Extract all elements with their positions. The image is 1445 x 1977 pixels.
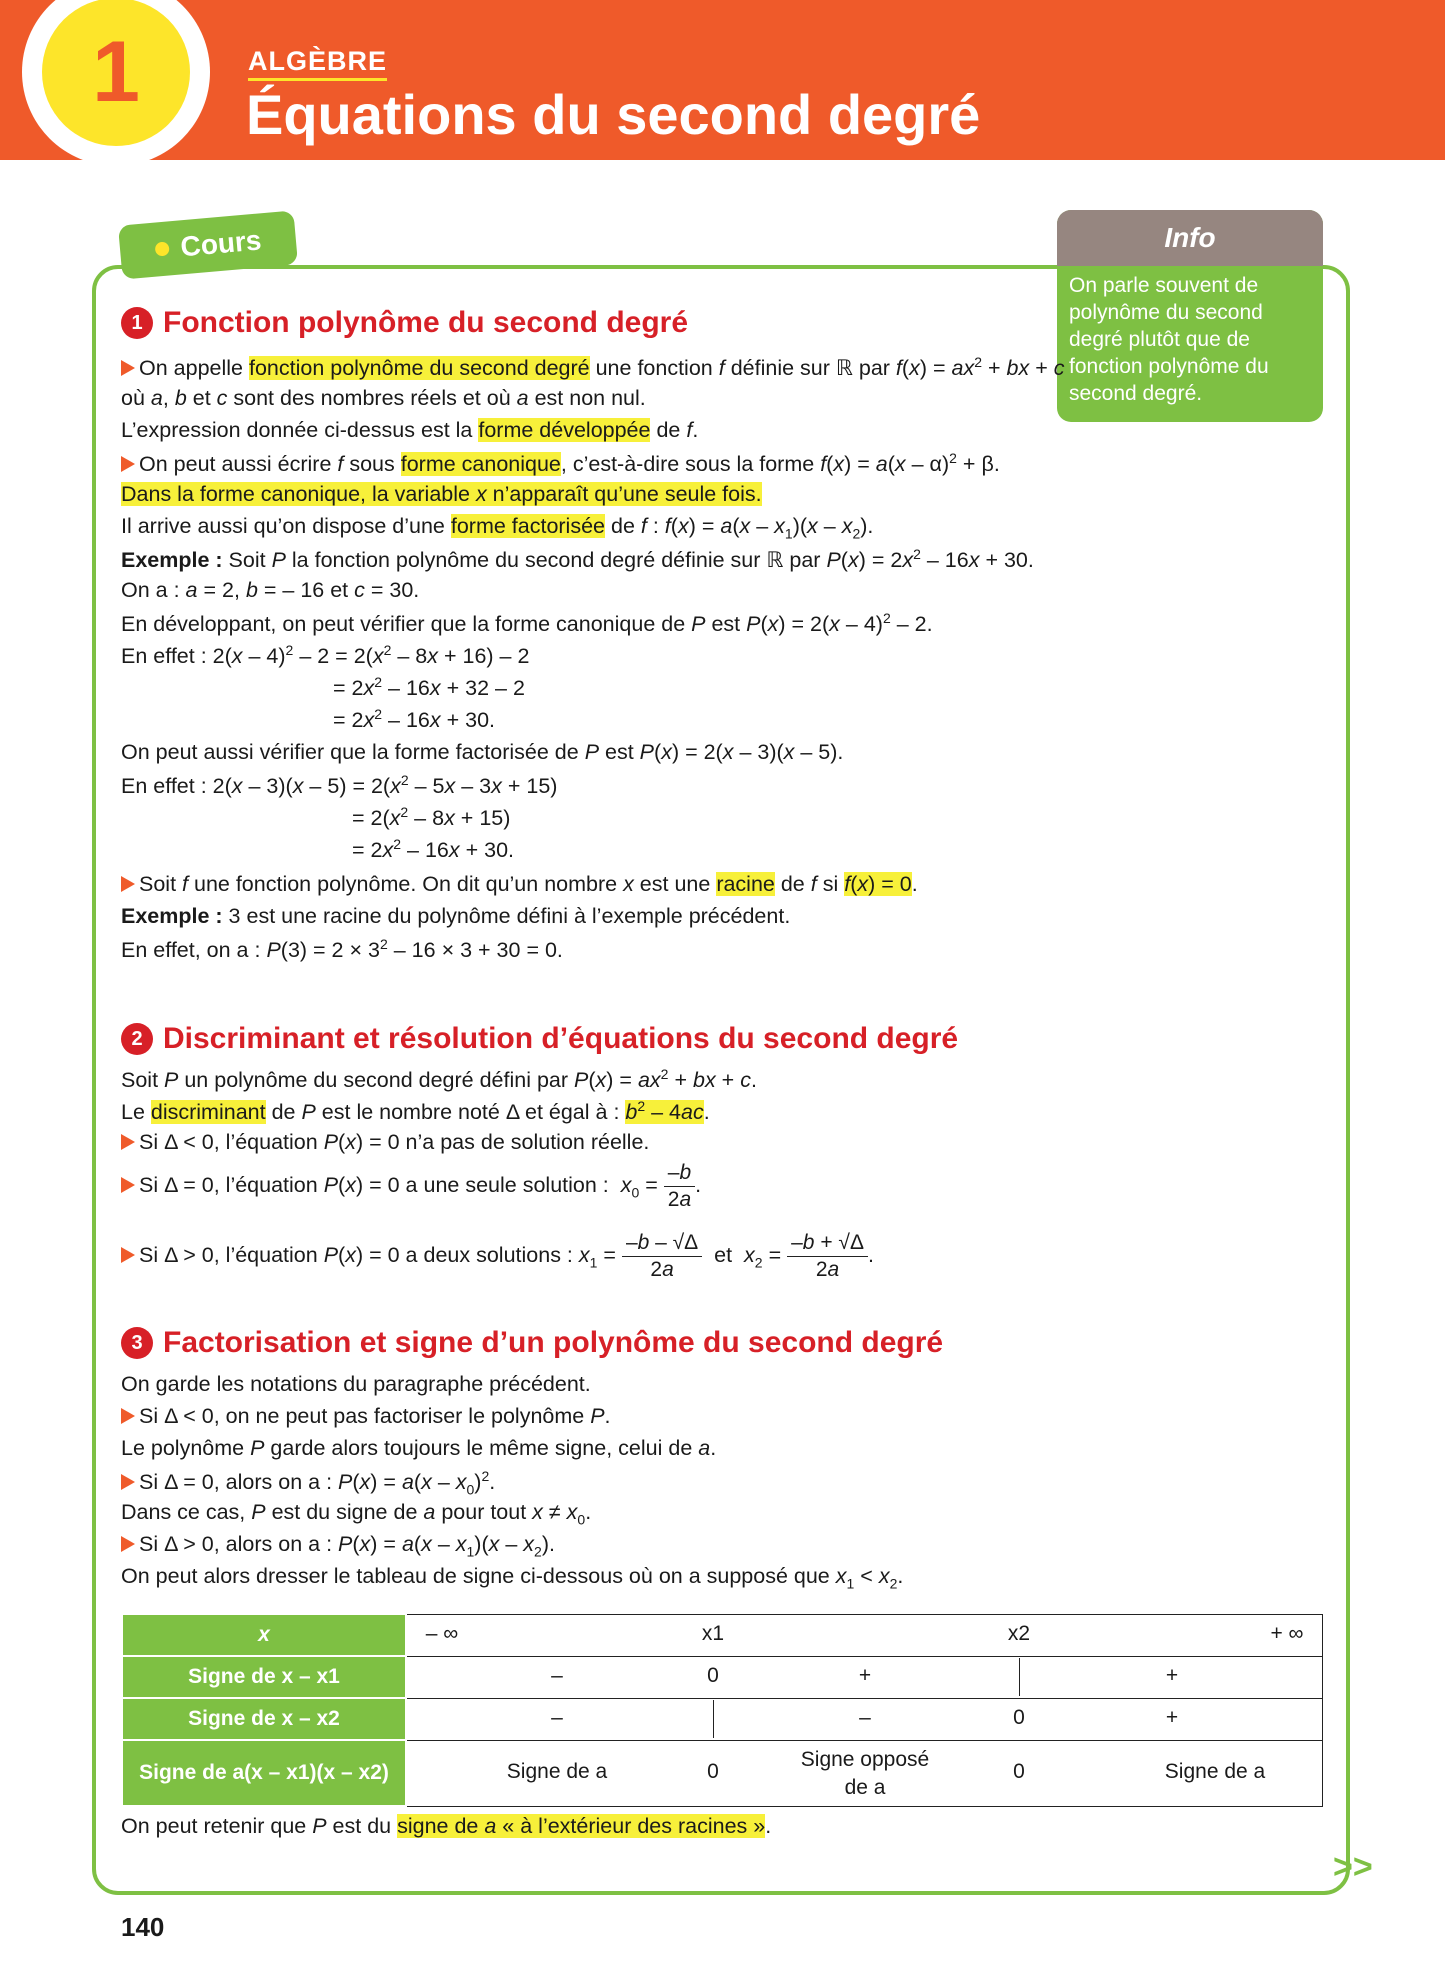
dot-icon bbox=[154, 241, 169, 256]
text-line: Dans ce cas, P est du signe de a pour tout $x \ne x_0$. bbox=[121, 1500, 592, 1528]
section-2-heading bbox=[121, 1022, 958, 1056]
text-line: Si Δ > 0, l’équation P(x) = 0 a deux solutions : $x_1$ = $\frac{-b - √\Delta}{2a}$ et $x_2$ = $\frac{-b + √\Delta}{2a}$ . bbox=[121, 1230, 874, 1283]
text-line: = $2x^2 - 16x + 30$. bbox=[352, 836, 515, 863]
sign-table-divider bbox=[713, 1700, 714, 1738]
sign-table-row1: – 0 + + bbox=[406, 1656, 1323, 1698]
text-line: = $2x^2 - 16x + 30$. bbox=[333, 706, 496, 733]
sign-table-x-row: – ∞ x1 x2 + ∞ bbox=[406, 1614, 1323, 1656]
text-line: On peut aussi écrire f sous forme canonique, c’est-à-dire sous la forme f(x) = a(x – α)$^2$ + β. bbox=[121, 450, 1000, 477]
bullet-arrow-icon bbox=[121, 456, 135, 472]
sign-table-divider bbox=[1019, 1658, 1020, 1696]
text-line: Le polynôme P garde alors toujours le même signe, celui de a. bbox=[121, 1436, 717, 1460]
text-line: On peut retenir que P est du signe de a « à l’extérieur des racines ». bbox=[121, 1814, 772, 1838]
bullet-arrow-icon bbox=[121, 1408, 135, 1424]
text-line: Si Δ < 0, l’équation P(x) = 0 n’a pas de solution réelle. bbox=[121, 1130, 649, 1155]
text-line: = $2x^2 - 16x + 32 - 2$ bbox=[333, 674, 525, 701]
sign-table-header-x: x bbox=[122, 1614, 406, 1656]
text-line: Le discriminant de P est le nombre noté Δ et égal à : $b^2 - 4ac$. bbox=[121, 1098, 710, 1125]
text-line: où a, b et c sont des nombres réels et où a est non nul. bbox=[121, 386, 646, 410]
chapter-number: 1 bbox=[42, 0, 190, 146]
bullet-arrow-icon bbox=[121, 1247, 135, 1263]
info-title: Info bbox=[1057, 210, 1323, 266]
text-line: En effet, on a : $P(3) = 2 \times 3^2 - 16 \times 3 + 30 = 0$. bbox=[121, 936, 563, 963]
section-1-heading bbox=[121, 306, 688, 340]
info-text: On parle souvent de polynôme du second degré plutôt que de fonction polynôme du second degré. bbox=[1069, 274, 1269, 405]
sign-table-row2: – – 0 + bbox=[406, 1698, 1323, 1740]
text-line: En effet : $2(x - 3)(x - 5) = 2(x^2 - 5x - 3x + 15)$ bbox=[121, 772, 558, 799]
text-line: On a : a = 2, b = – 16 et c = 30. bbox=[121, 578, 420, 602]
text-line: On peut aussi vérifier que la forme factorisée de P est P(x) = 2(x – 3)(x – 5). bbox=[121, 740, 844, 764]
section-3-heading bbox=[121, 1326, 943, 1360]
cours-label: Cours bbox=[179, 224, 263, 263]
section-title: Factorisation et signe d’un polynôme du second degré bbox=[163, 1326, 944, 1359]
section-number: 1 bbox=[121, 307, 153, 339]
page-number: 140 bbox=[121, 1912, 165, 1942]
bullet-arrow-icon bbox=[121, 360, 135, 376]
bullet-arrow-icon bbox=[121, 1474, 135, 1490]
section-title: Fonction polynôme du second degré bbox=[163, 306, 689, 339]
text-line: Exemple : Soit P la fonction polynôme du second degré définie sur ℝ par $P(x) = 2x^2 - 16x + 30$. bbox=[121, 546, 1034, 573]
section-number: 3 bbox=[121, 1327, 153, 1359]
text-line: Il arrive aussi qu’on dispose d’une forme factorisée de f : $f(x) = a(x - x_1)(x - x_2)$. bbox=[121, 514, 874, 542]
text-line: Si Δ = 0, alors on a : $P(x) = a(x - x_0)^2$. bbox=[121, 1468, 495, 1497]
sign-table-header-row1: Signe de x – x1 bbox=[122, 1656, 406, 1698]
bullet-arrow-icon bbox=[121, 1536, 135, 1552]
text-line: Si Δ = 0, l’équation P(x) = 0 a une seule solution : $x_0$ = $\frac{-b}{2a}$ . bbox=[121, 1160, 701, 1213]
next-page-chevron-icon[interactable]: >> bbox=[1333, 1848, 1373, 1886]
text-line: En effet : $2(x - 4)^2 - 2 = 2(x^2 - 8x + 16) - 2$ bbox=[121, 642, 530, 669]
chapter-subject: ALGÈBRE bbox=[248, 46, 387, 81]
text-line: = $2(x^2 - 8x + 15)$ bbox=[352, 804, 511, 831]
bullet-arrow-icon bbox=[121, 1177, 135, 1193]
sign-table bbox=[121, 1613, 1323, 1807]
section-title: Discriminant et résolution d’équations du second degré bbox=[163, 1022, 959, 1055]
text-line: Exemple : 3 est une racine du polynôme défini à l’exemple précédent. bbox=[121, 904, 791, 928]
text-line: On appelle fonction polynôme du second degré une fonction f définie sur ℝ par $f(x) = ax^2$ + bx + c bbox=[121, 354, 1065, 381]
text-line: On garde les notations du paragraphe précédent. bbox=[121, 1372, 591, 1396]
text-line: En développant, on peut vérifier que la forme canonique de P est P(x) = 2(x – 4)$^2$ – 2. bbox=[121, 610, 933, 637]
text-line: L’expression donnée ci-dessus est la forme développée de f. bbox=[121, 418, 699, 442]
section-number: 2 bbox=[121, 1023, 153, 1055]
bullet-arrow-icon bbox=[121, 1134, 135, 1150]
text-line: On peut alors dresser le tableau de signe ci-dessous où on a supposé que $x_1 < x_2$. bbox=[121, 1564, 904, 1592]
text-line: Dans la forme canonique, la variable x n’apparaît qu’une seule fois. bbox=[121, 482, 762, 506]
bullet-arrow-icon bbox=[121, 876, 135, 892]
sign-table-header-row3: Signe de a(x – x1)(x – x2) bbox=[122, 1740, 406, 1806]
text-line: Si Δ > 0, alors on a : $P(x) = a(x - x_1)(x - x_2)$. bbox=[121, 1532, 555, 1559]
text-line: Si Δ < 0, on ne peut pas factoriser le polynôme P. bbox=[121, 1404, 611, 1429]
sign-table-row3: Signe de a 0 Signe opposé de a 0 Signe de a bbox=[406, 1740, 1323, 1806]
text-line: Soit P un polynôme du second degré défini par $P(x) = ax^2$ + bx + c. bbox=[121, 1066, 757, 1093]
text-line: Soit f une fonction polynôme. On dit qu’un nombre x est une racine de f si f(x) = 0. bbox=[121, 872, 918, 897]
info-box bbox=[1057, 210, 1323, 422]
sign-table-header-row2: Signe de x – x2 bbox=[122, 1698, 406, 1740]
chapter-title: Équations du second degré bbox=[246, 83, 981, 146]
